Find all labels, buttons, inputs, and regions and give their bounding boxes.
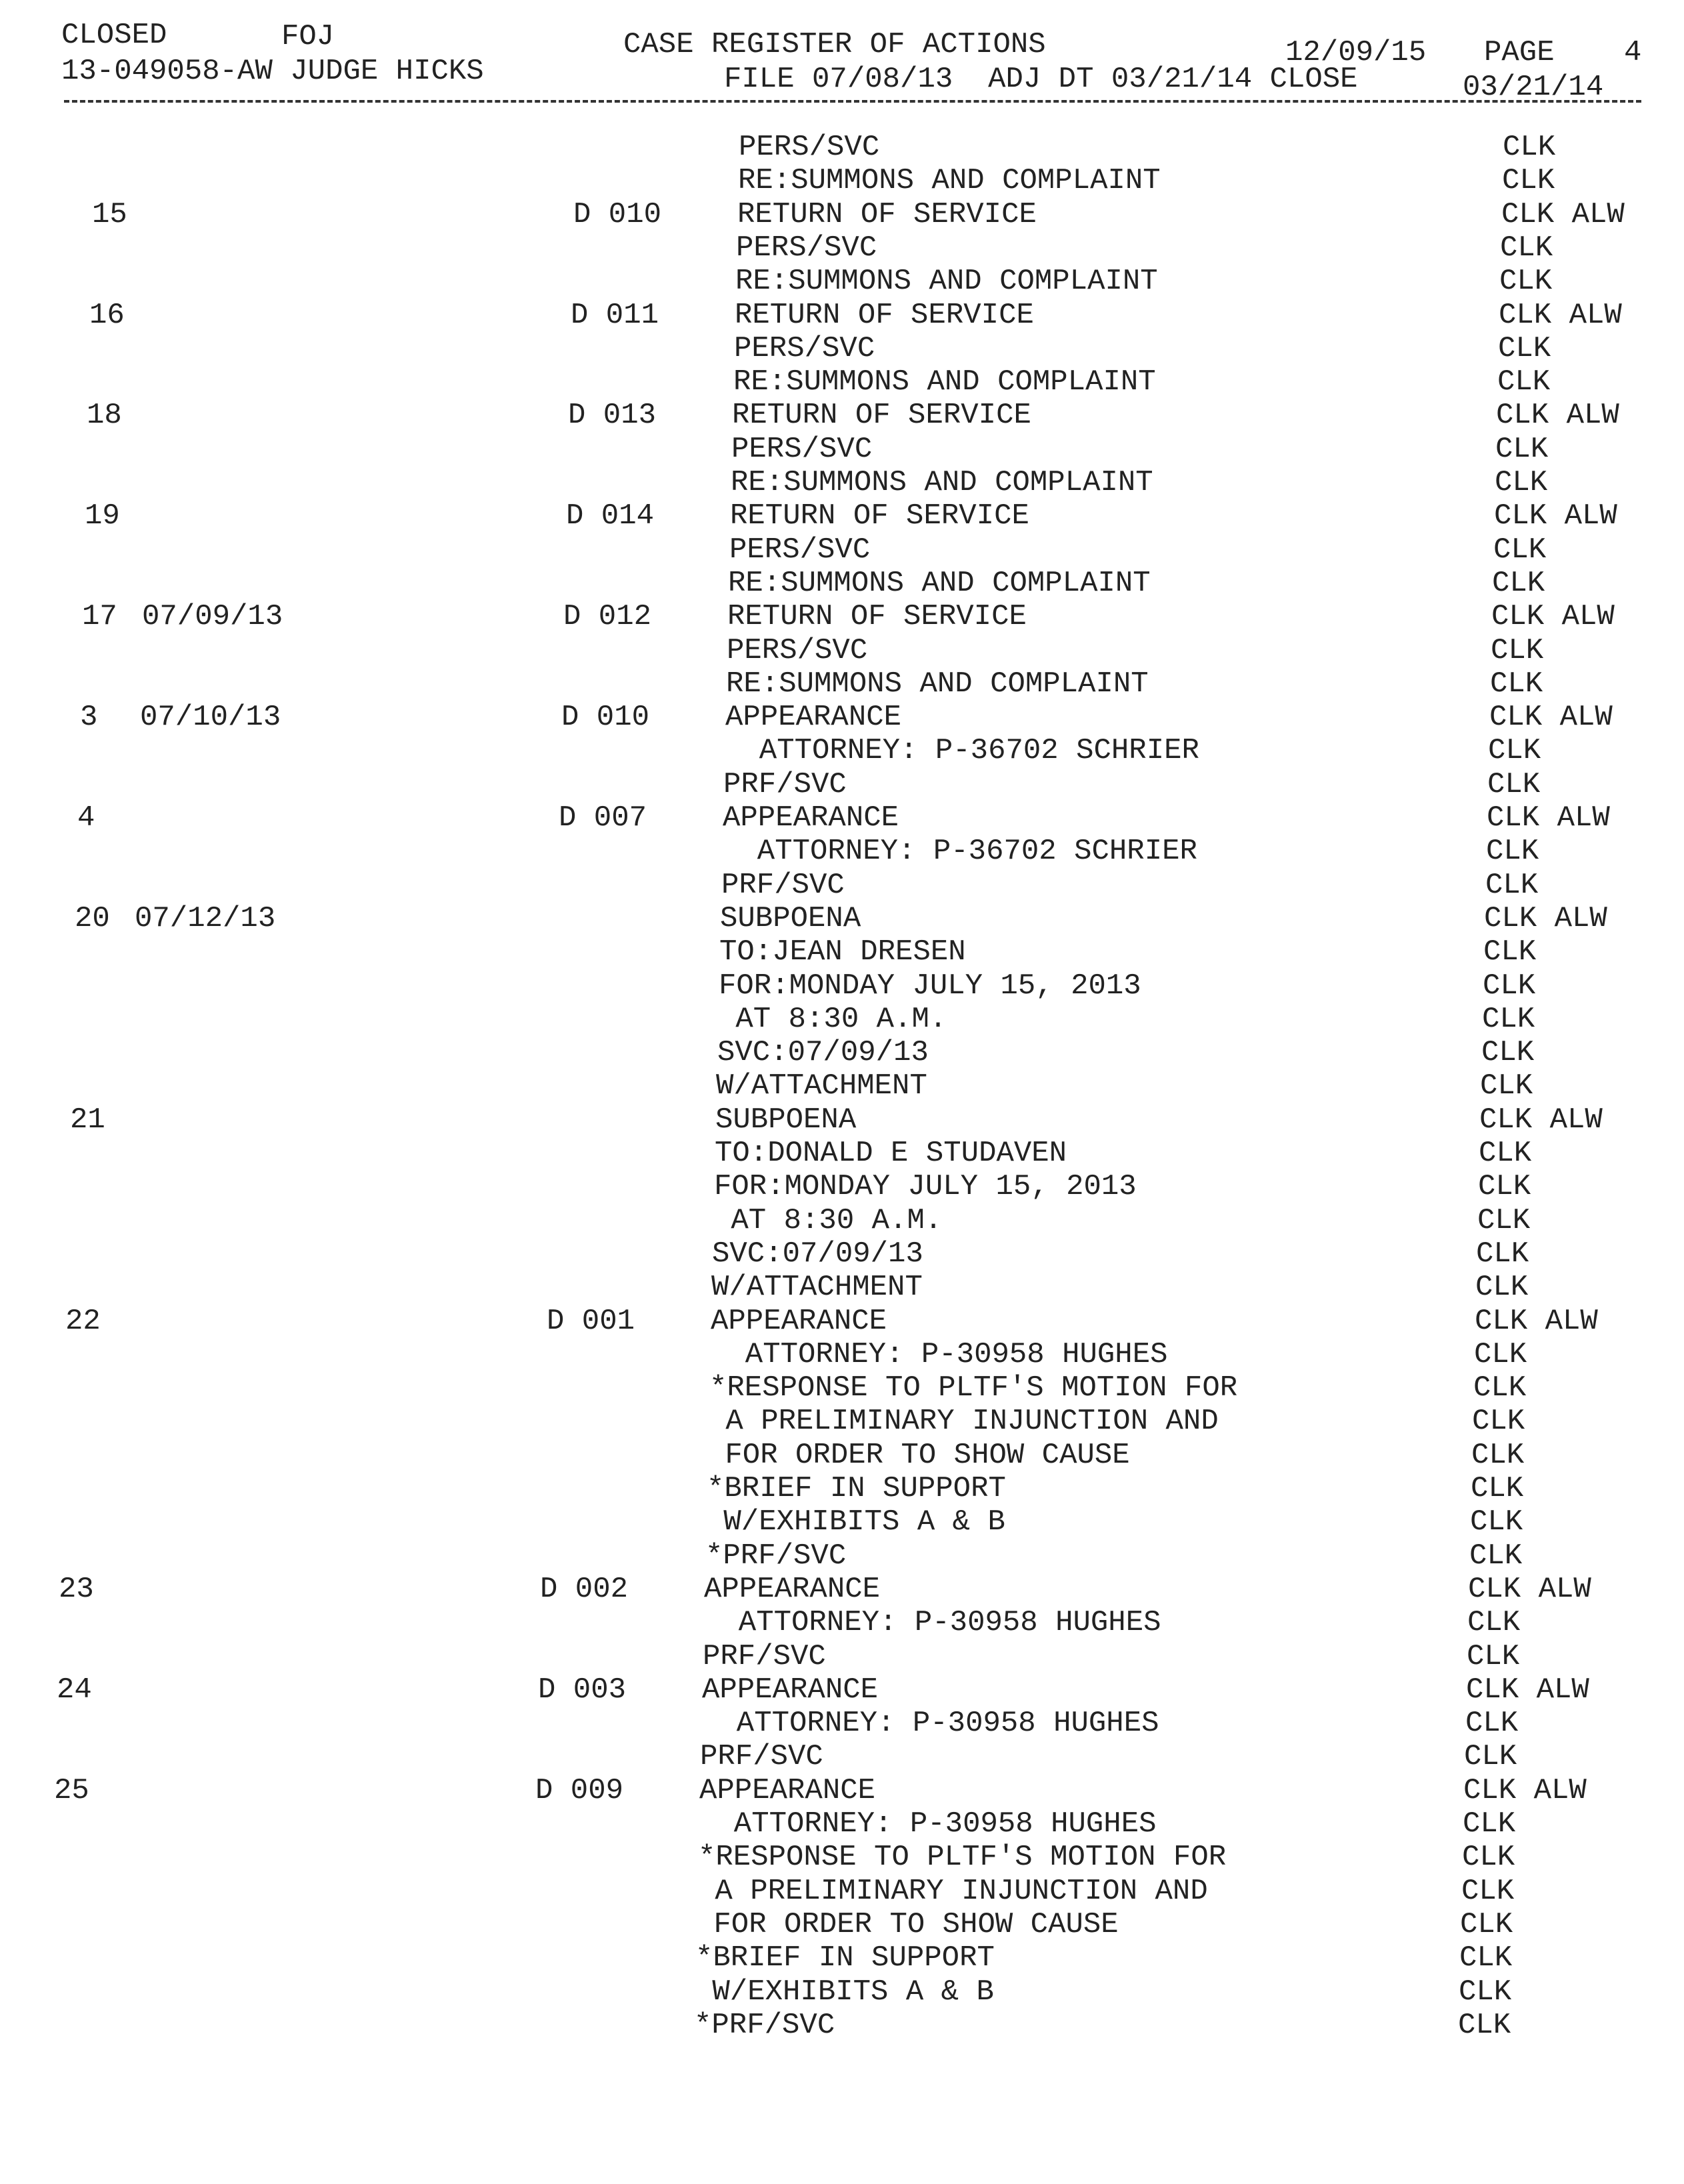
entry-text: FOR:MONDAY JULY 15, 2013	[714, 1170, 1137, 1204]
entry-text: RETURN OF SERVICE	[732, 399, 1031, 433]
entry-text: W/ATTACHMENT	[711, 1271, 923, 1305]
clerk-codes: CLK	[1479, 1137, 1532, 1170]
clerk-codes: CLK	[1459, 1975, 1512, 2009]
clerk-codes: CLK	[1475, 1271, 1529, 1305]
entry-text: RE:SUMMONS AND COMPLAINT	[735, 265, 1158, 299]
entry-text: SUBPOENA	[720, 901, 861, 935]
entry-text: PRF/SVC	[703, 1639, 826, 1673]
entry-text: A PRELIMINARY INJUNCTION AND	[697, 1874, 1208, 1908]
clerk-codes: CLK	[1469, 1539, 1523, 1573]
entry-number: 22	[65, 1304, 101, 1338]
entry-text: APPEARANCE	[704, 1572, 881, 1606]
clerk-codes: CLK ALW	[1466, 1673, 1589, 1707]
clerk-codes: CLK	[1486, 835, 1539, 869]
entry-text: W/EXHIBITS A & B	[695, 1975, 994, 2009]
entry-number: 4	[77, 801, 95, 835]
entry-text: PERS/SVC	[729, 533, 871, 567]
entry-text: *BRIEF IN SUPPORT	[695, 1941, 995, 1975]
party-code: D 012	[563, 600, 652, 634]
case-status: CLOSED	[61, 19, 167, 52]
clerk-codes: CLK	[1462, 1841, 1515, 1875]
clerk-codes: CLK	[1464, 1740, 1517, 1774]
entry-text: TO:DONALD E STUDAVEN	[715, 1137, 1067, 1170]
entry-text: RE:SUMMONS AND COMPLAINT	[733, 365, 1156, 399]
entry-text: PERS/SVC	[736, 231, 877, 265]
clerk-codes: CLK ALW	[1463, 1773, 1587, 1807]
clerk-codes: CLK	[1497, 365, 1551, 399]
party-code: D 010	[573, 197, 662, 231]
entry-text: W/ATTACHMENT	[716, 1069, 927, 1103]
entry-text: *BRIEF IN SUPPORT	[707, 1472, 1006, 1505]
clerk-codes: CLK ALW	[1468, 1572, 1591, 1606]
entry-number: 21	[70, 1103, 105, 1137]
entry-text: ATTORNEY: P-30958 HUGHES	[701, 1707, 1159, 1741]
clerk-codes: CLK	[1493, 533, 1547, 567]
entry-date: 07/09/13	[142, 600, 283, 634]
clerk-codes: CLK	[1458, 2008, 1511, 2042]
entry-text: PRF/SVC	[700, 1740, 823, 1774]
clerk-codes: CLK	[1495, 466, 1548, 499]
clerk-codes: CLK ALW	[1489, 701, 1613, 735]
clerk-codes: CLK	[1460, 1907, 1513, 1941]
document-title: CASE REGISTER OF ACTIONS	[623, 28, 1046, 61]
party-code: D 001	[547, 1304, 635, 1338]
clerk-codes: CLK ALW	[1496, 399, 1619, 433]
clerk-codes: CLK	[1500, 231, 1553, 265]
clerk-codes: CLK ALW	[1499, 298, 1622, 332]
entry-text: PERS/SVC	[727, 633, 868, 667]
entry-text: RE:SUMMONS AND COMPLAINT	[731, 466, 1153, 499]
clerk-codes: CLK	[1476, 1237, 1529, 1271]
clerk-codes: CLK	[1465, 1707, 1519, 1741]
party-code: D 013	[568, 399, 657, 433]
clerk-codes: CLK	[1485, 868, 1539, 902]
entry-number: 3	[80, 701, 98, 735]
entry-text: PERS/SVC	[739, 131, 880, 164]
party-code: D 009	[535, 1773, 624, 1807]
clerk-codes: CLK	[1490, 667, 1543, 701]
entry-text: *RESPONSE TO PLTF'S MOTION FOR	[698, 1841, 1227, 1875]
case-number-judge: 13-049058-AW JUDGE HICKS	[61, 55, 484, 88]
entry-text: APPEARANCE	[723, 801, 899, 835]
entry-text: *RESPONSE TO PLTF'S MOTION FOR	[709, 1371, 1238, 1405]
clerk-codes: CLK ALW	[1475, 1304, 1598, 1338]
clerk-codes: CLK	[1481, 1036, 1535, 1070]
clerk-codes: CLK	[1499, 265, 1553, 299]
entry-text: ATTORNEY: P-30958 HUGHES	[699, 1807, 1157, 1841]
clerk-codes: CLK	[1498, 331, 1551, 365]
clerk-codes: CLK	[1487, 767, 1541, 801]
entry-text: RE:SUMMONS AND COMPLAINT	[728, 566, 1151, 600]
clerk-codes: CLK	[1502, 164, 1555, 198]
entry-number: 16	[89, 298, 125, 332]
clerk-codes: CLK	[1503, 131, 1556, 164]
print-date: 12/09/15	[1285, 36, 1427, 69]
entry-number: 23	[59, 1572, 94, 1606]
party-code: D 011	[571, 298, 659, 332]
close-date: 03/21/14	[1463, 71, 1604, 104]
entry-number: 15	[92, 197, 127, 231]
clerk-codes: CLK ALW	[1491, 600, 1615, 634]
clerk-codes: CLK	[1473, 1371, 1527, 1405]
entry-text: RETURN OF SERVICE	[730, 499, 1029, 533]
party-code: D 003	[538, 1673, 627, 1707]
entry-text: RE:SUMMONS AND COMPLAINT	[726, 667, 1149, 701]
entry-text: PERS/SVC	[731, 432, 873, 466]
entry-number: 24	[57, 1673, 92, 1707]
entry-text: ATTORNEY: P-30958 HUGHES	[710, 1337, 1168, 1371]
entry-text: APPEARANCE	[699, 1773, 876, 1807]
entry-text: SVC:07/09/13	[717, 1036, 929, 1070]
entry-number: 19	[85, 499, 120, 533]
entry-text: *PRF/SVC	[705, 1539, 847, 1573]
clerk-codes: CLK	[1480, 1069, 1533, 1103]
entry-text: FOR:MONDAY JULY 15, 2013	[719, 969, 1141, 1003]
entry-date: 07/12/13	[135, 901, 276, 935]
clerk-codes: CLK	[1492, 566, 1545, 600]
file-dates-line: FILE 07/08/13 ADJ DT 03/21/14 CLOSE	[724, 63, 1358, 96]
entry-text: PRF/SVC	[723, 767, 847, 801]
entry-text: ATTORNEY: P-36702 SCHRIER	[722, 835, 1197, 869]
clerk-codes: CLK	[1472, 1405, 1525, 1439]
entry-date: 07/10/13	[140, 701, 281, 735]
clerk-codes: CLK	[1467, 1606, 1521, 1640]
clerk-codes: CLK	[1483, 935, 1537, 969]
entry-text: RETURN OF SERVICE	[735, 298, 1034, 332]
entry-text: A PRELIMINARY INJUNCTION AND	[708, 1405, 1219, 1439]
entry-text: PERS/SVC	[734, 331, 875, 365]
entry-text: RETURN OF SERVICE	[727, 600, 1027, 634]
party-code: D 002	[540, 1572, 629, 1606]
page-number: 4	[1624, 36, 1642, 69]
entry-text: FOR ORDER TO SHOW CAUSE	[696, 1907, 1119, 1941]
clerk-codes: CLK ALW	[1484, 901, 1607, 935]
entry-text: PRF/SVC	[721, 868, 845, 902]
entry-text: SUBPOENA	[715, 1103, 857, 1137]
entry-number: 20	[75, 901, 110, 935]
clerk-codes: CLK ALW	[1479, 1103, 1603, 1137]
entry-text: SVC:07/09/13	[712, 1237, 923, 1271]
party-code: D 010	[561, 701, 650, 735]
entry-text: AT 8:30 A.M.	[713, 1203, 943, 1237]
clerk-codes: CLK	[1478, 1170, 1531, 1204]
clerk-codes: CLK	[1483, 969, 1536, 1003]
clerk-codes: CLK	[1491, 633, 1544, 667]
clerk-codes: CLK	[1495, 432, 1549, 466]
clerk-codes: CLK ALW	[1494, 499, 1617, 533]
clerk-codes: CLK	[1470, 1505, 1523, 1539]
party-code: D 007	[559, 801, 647, 835]
clerk-codes: CLK	[1477, 1203, 1531, 1237]
case-type: FOJ	[281, 20, 335, 53]
entry-number: 18	[87, 399, 122, 433]
entry-number: 17	[82, 600, 117, 634]
entry-text: FOR ORDER TO SHOW CAUSE	[707, 1438, 1130, 1472]
clerk-codes: CLK	[1488, 734, 1541, 768]
entry-text: APPEARANCE	[702, 1673, 879, 1707]
clerk-codes: CLK	[1463, 1807, 1516, 1841]
entry-text: ATTORNEY: P-36702 SCHRIER	[724, 734, 1199, 768]
entry-text: TO:JEAN DRESEN	[719, 935, 966, 969]
clerk-codes: CLK	[1459, 1941, 1513, 1975]
clerk-codes: CLK	[1482, 1002, 1535, 1036]
clerk-codes: CLK ALW	[1487, 801, 1610, 835]
entry-text: *PRF/SVC	[694, 2008, 835, 2042]
clerk-codes: CLK ALW	[1501, 197, 1625, 231]
entry-text: APPEARANCE	[725, 701, 902, 735]
clerk-codes: CLK	[1474, 1337, 1527, 1371]
entry-text: RETURN OF SERVICE	[737, 197, 1037, 231]
entry-text: APPEARANCE	[711, 1304, 887, 1338]
entry-text: AT 8:30 A.M.	[718, 1002, 947, 1036]
clerk-codes: CLK	[1471, 1438, 1525, 1472]
party-code: D 014	[566, 499, 655, 533]
clerk-codes: CLK	[1471, 1472, 1524, 1505]
entry-number: 25	[54, 1773, 89, 1807]
entry-text: ATTORNEY: P-30958 HUGHES	[703, 1606, 1161, 1640]
entry-text: W/EXHIBITS A & B	[706, 1505, 1005, 1539]
clerk-codes: CLK	[1461, 1874, 1515, 1908]
clerk-codes: CLK	[1467, 1639, 1520, 1673]
entry-text: RE:SUMMONS AND COMPLAINT	[738, 164, 1161, 198]
page-label: PAGE	[1484, 36, 1555, 69]
